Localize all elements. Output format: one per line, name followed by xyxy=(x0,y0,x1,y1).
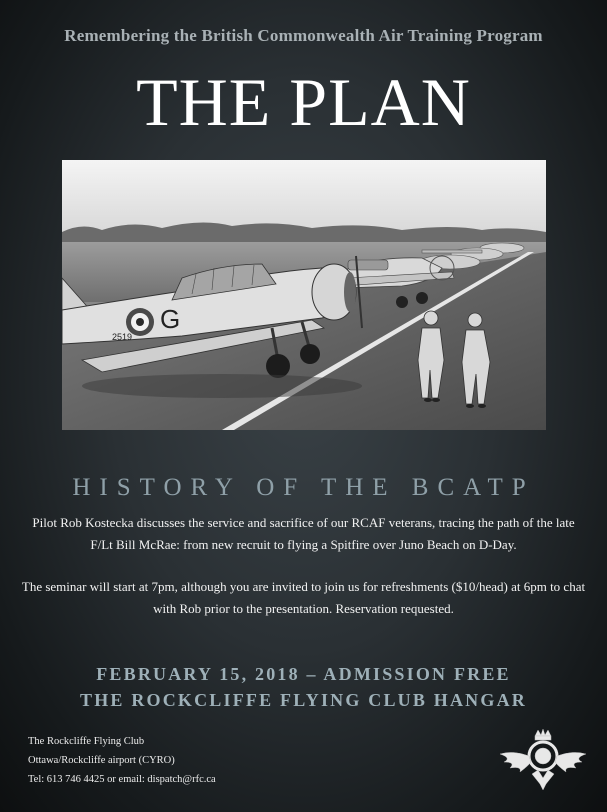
rcaf-wings-emblem-icon xyxy=(498,728,588,794)
contact-block xyxy=(28,732,216,789)
club-name: The Rockcliffe Flying Club xyxy=(28,736,145,747)
poster-title: THE PLAN xyxy=(136,64,471,140)
airport-name: Ottawa/Rockcliffe airport (CYRO) xyxy=(28,755,175,766)
poster-subtitle: Remembering the British Commonwealth Air Training Program xyxy=(64,26,543,45)
aircraft-marking: G xyxy=(160,304,181,334)
event-date-line: FEBRUARY 15, 2018 – ADMISSION FREE xyxy=(96,664,511,684)
historic-photo xyxy=(62,160,546,430)
event-venue-line: THE ROCKCLIFFE FLYING CLUB HANGAR xyxy=(80,690,527,710)
section-heading: HISTORY OF THE BCATP xyxy=(72,474,535,501)
description-paragraph: Pilot Rob Kostecka discusses the service and sacrifice of our RCAF veterans, tracing the path of the late F/Lt Bill McRae: from new recruit to flying a Spitfire over Juno Beach on D-Day. xyxy=(32,515,575,552)
aircraft-serial: 2519 xyxy=(112,332,133,342)
phone-email: Tel: 613 746 4425 or email: dispatch@rfc.ca xyxy=(28,774,216,785)
schedule-paragraph: The seminar will start at 7pm, although you are invited to join us for refreshments ($10/head) at 6pm to chat with Rob prior to the presentation. Reservation requested. xyxy=(21,579,586,616)
